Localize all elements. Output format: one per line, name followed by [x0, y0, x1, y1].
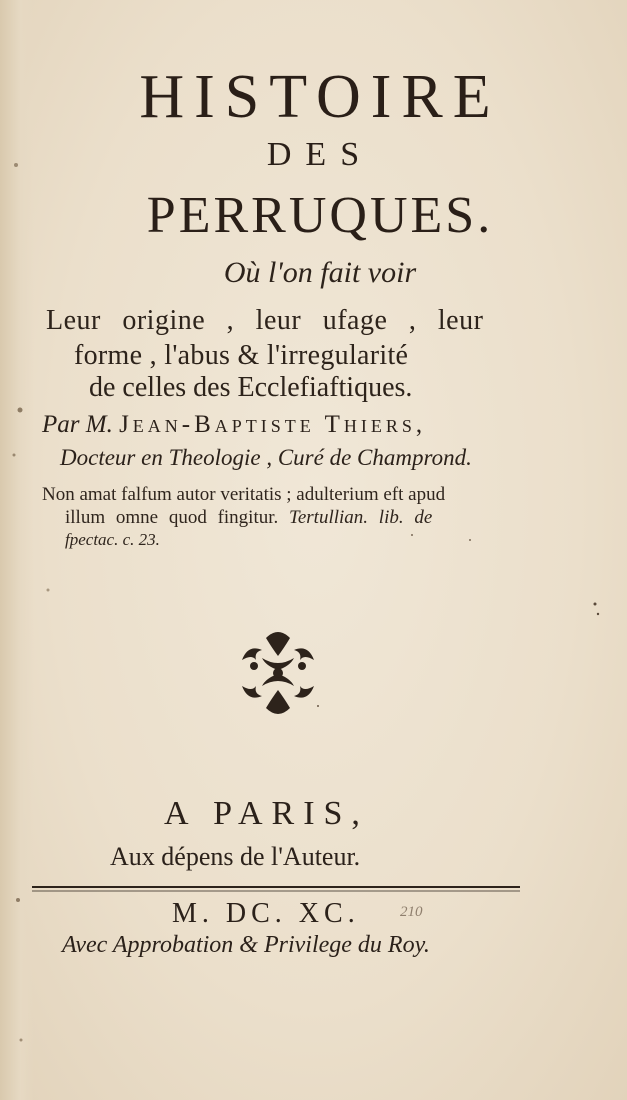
subtitle: Où l'on fait voir [223, 256, 417, 289]
binding-edge-foxing [6, 0, 28, 1100]
printers-ornament-icon [228, 628, 328, 718]
double-rule [32, 884, 520, 894]
title-line-perruques: PERRUQUES. [146, 187, 494, 244]
imprint-date: M. DC. XC. [172, 898, 360, 929]
imprint-publisher: Aux dépens de l'Auteur. [110, 842, 361, 871]
epigraph-line-2 [65, 507, 432, 529]
epigraph-line-1: Non amat falfum autor veritatis ; adulterium eft apud [42, 484, 446, 505]
epigraph-citation: Tertullian. lib. de [289, 507, 433, 528]
handwritten-note: 210 [400, 904, 423, 920]
title-line-des: DES [266, 136, 374, 173]
epigraph-text: illum omne quod fingitur. [65, 507, 279, 528]
title-line-histoire: HISTOIRE [139, 63, 501, 131]
description-line-3: de celles des Ecclefiaftiques. [89, 372, 413, 403]
author-prefix: Par M. [42, 411, 113, 438]
epigraph-line-3: fpectac. c. 23. [65, 530, 160, 549]
privilege-line: Avec Approbation & Privilege du Roy. [62, 932, 430, 958]
author-role: Docteur en Theologie , Curé de Champrond. [60, 445, 472, 470]
description-line-2: forme , l'abus & l'irregularité [74, 340, 409, 371]
author-name: Jean-Baptiste Thiers, [119, 411, 427, 438]
description-line-1: Leur origine , leur ufage , leur [46, 305, 484, 336]
imprint-place: A PARIS, [164, 795, 369, 832]
author-line [42, 411, 426, 439]
